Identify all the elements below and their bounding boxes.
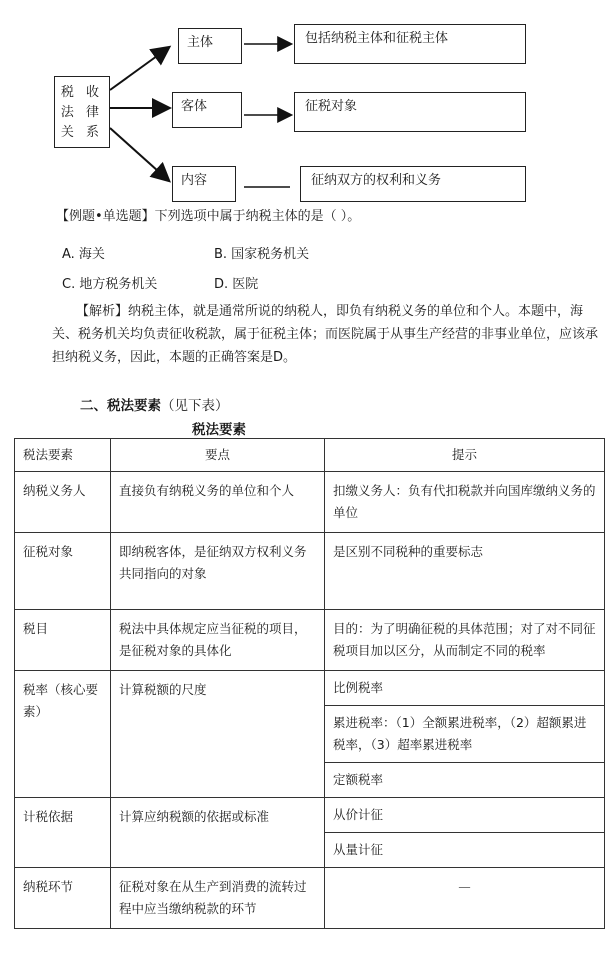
analysis-paragraph: [52, 300, 600, 369]
cell-tip: 定额税率: [325, 763, 605, 798]
cell-tip: 扣缴义务人：负有代扣税款并向国库缴纳义务的单位: [325, 472, 605, 533]
cell-tip: —: [325, 868, 605, 929]
detail-subject-label: 包括纳税主体和征税主体: [305, 31, 449, 46]
cell-tip: 是区别不同税种的重要标志: [325, 533, 605, 610]
option-a: A. 海关: [62, 247, 105, 262]
table-row: [15, 472, 605, 533]
option-b: B. 国家税务机关: [214, 247, 310, 262]
cell-point: 征税对象在从生产到消费的流转过程中应当缴纳税款的环节: [111, 868, 325, 929]
table-row: [15, 533, 605, 610]
detail-subject: [294, 24, 526, 64]
section-heading: [80, 394, 229, 414]
analysis-text: 纳税主体，就是通常所说的纳税人，即负有纳税义务的单位和个人。本题中，海关、税务机关均负责征收税款，属于征税主体；而医院属于从事生产经营的非事业单位，应该承担纳税义务，因此，本题的正确答案是D。: [52, 304, 599, 365]
cell-point: 即纳税客体，是征纳双方权利义务共同指向的对象: [111, 533, 325, 610]
arrow-root-to-subject: [110, 48, 168, 90]
cell-element: 税目: [15, 610, 111, 671]
cell-element: 计税依据: [15, 798, 111, 868]
node-subject: [178, 28, 242, 64]
detail-object: [294, 92, 526, 132]
cell-tip: 比例税率: [325, 671, 605, 706]
header-element: 税法要素: [15, 439, 111, 472]
cell-point: 直接负有纳税义务的单位和个人: [111, 472, 325, 533]
section-note: （见下表）: [161, 398, 229, 414]
table-row: [15, 868, 605, 929]
detail-content: [300, 166, 526, 202]
node-content: [172, 166, 236, 202]
cell-element: 纳税义务人: [15, 472, 111, 533]
cell-point: 税法中具体规定应当征税的项目，是征税对象的具体化: [111, 610, 325, 671]
table-header-row: [15, 439, 605, 472]
root-node-line: 税 收: [60, 85, 104, 100]
node-object: [172, 92, 242, 128]
cell-element: 纳税环节: [15, 868, 111, 929]
root-node-tax-legal-relation: [54, 76, 110, 148]
node-content-label: 内容: [181, 173, 208, 188]
section-title: 二、税法要素: [80, 398, 161, 414]
option-c: C. 地方税务机关: [62, 277, 158, 292]
cell-point: 计算应纳税额的依据或标准: [111, 798, 325, 868]
node-object-label: 客体: [181, 99, 208, 114]
root-node-line: 关 系: [60, 125, 104, 140]
cell-tip: 目的：为了明确征税的具体范围；对了对不同征税项目加以区分，从而制定不同的税率: [325, 610, 605, 671]
root-node-line: 法 律: [60, 105, 104, 120]
tax-elements-table: [14, 438, 605, 929]
detail-object-label: 征税对象: [305, 99, 358, 114]
table-row: [15, 671, 605, 706]
cell-element: 税率（核心要素）: [15, 671, 111, 798]
option-d: D. 医院: [214, 277, 259, 292]
node-subject-label: 主体: [187, 35, 214, 50]
detail-content-label: 征纳双方的权利和义务: [311, 173, 442, 188]
table-row: [15, 610, 605, 671]
cell-tip: 从量计征: [325, 833, 605, 868]
header-point: 要点: [111, 439, 325, 472]
cell-element: 征税对象: [15, 533, 111, 610]
question-title: 【例题•单选题】下列选项中属于纳税主体的是（ ）。: [56, 209, 361, 224]
header-tip: 提示: [325, 439, 605, 472]
arrow-root-to-content: [110, 128, 168, 180]
cell-tip: 从价计征: [325, 798, 605, 833]
table-row: [15, 798, 605, 833]
analysis-label: 【解析】: [76, 304, 129, 319]
cell-point: 计算税额的尺度: [111, 671, 325, 798]
cell-tip: 累进税率：（1）全额累进税率，（2）超额累进税率，（3）超率累进税率: [325, 706, 605, 763]
table-title: 税法要素: [192, 422, 246, 438]
